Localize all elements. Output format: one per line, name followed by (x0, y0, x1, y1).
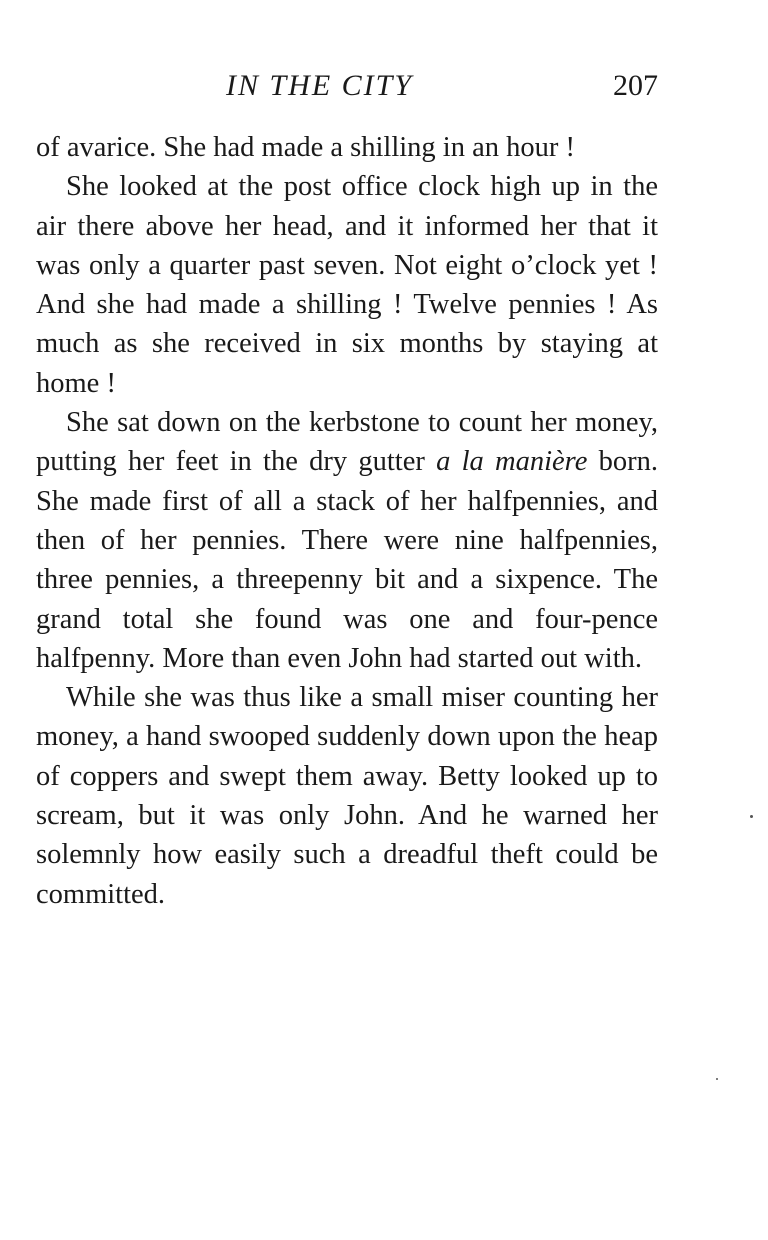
paragraph-1: of avarice. She had made a shilling in an hour ! (36, 132, 575, 163)
print-speck (750, 815, 753, 818)
page-number: 207 (613, 69, 658, 102)
print-speck (716, 1078, 718, 1080)
body-text (36, 128, 658, 914)
paragraph-3-part-1: She sat down on the kerbstone to count her money, putting her feet in the dry gutter (36, 407, 658, 478)
paragraph-3 (36, 403, 658, 678)
running-title: IN THE CITY (226, 69, 414, 102)
paragraph-2: She looked at the post office clock high up in the air there above her head, and it informed her that it was only a quarter past seven. Not eight o’clock yet ! And she had made a shilling ! Twelve pennies ! As much as she received in six months by staying at home ! (36, 171, 658, 399)
paragraph-3-part-2: born. She made first of all a stack of her halfpennies, and then of her pennies. There were nine halfpennies, three pennies, a threepenny bit and a sixpence. The grand total she found was one and four-pence halfpenny. More than even John had started out with. (36, 446, 659, 674)
running-head (36, 66, 658, 106)
italic-phrase: a la manière (436, 446, 588, 478)
paragraph-4: While she was thus like a small miser counting her money, a hand swooped suddenly down upon the heap of coppers and swept them away. Betty looked up to scream, but it was only John. And he warned her solemnly how easily such a dreadful theft could be committed. (36, 682, 658, 910)
